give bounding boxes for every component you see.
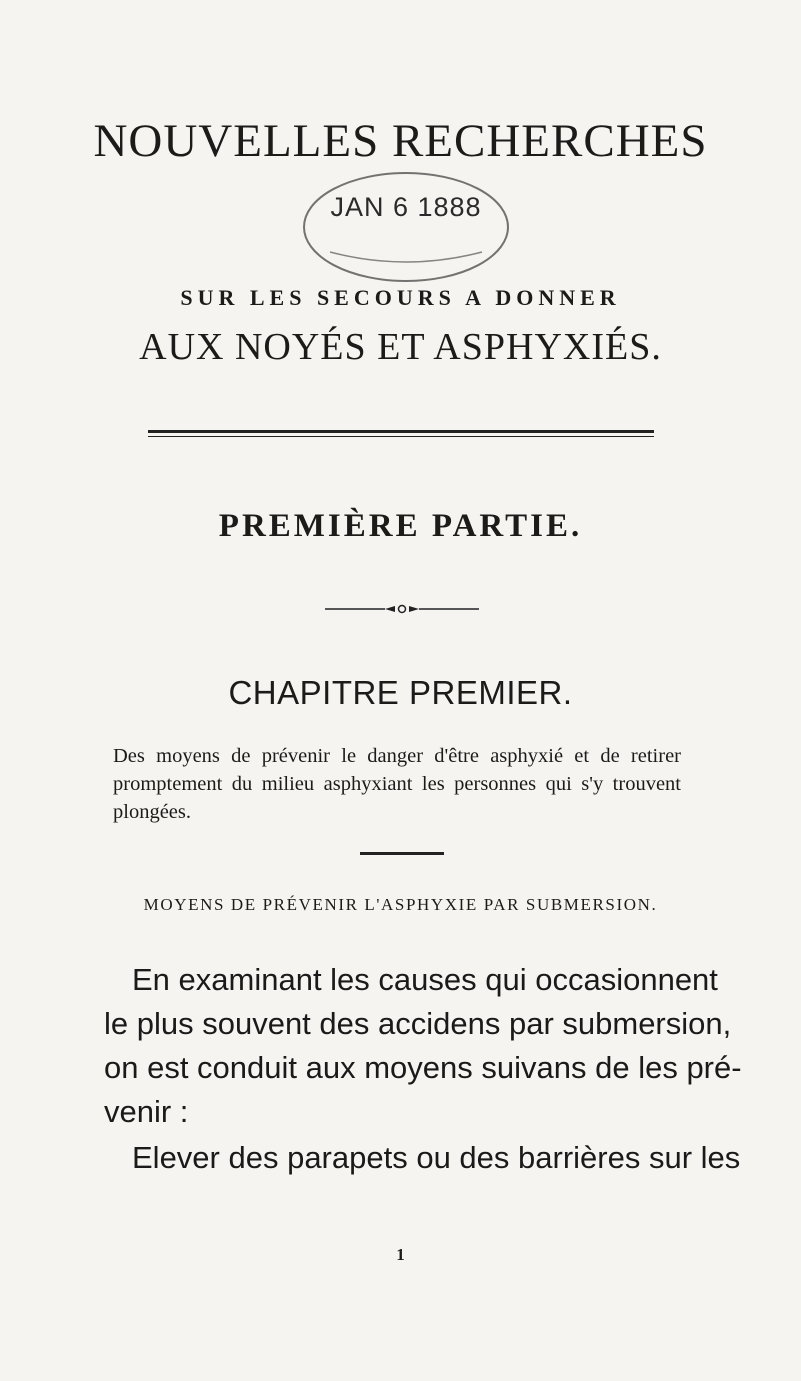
subtitle-large: AUX NOYÉS ET ASPHYXIÉS. — [139, 326, 662, 368]
double-rule-top — [148, 430, 654, 433]
double-rule-bottom — [148, 436, 654, 437]
body-line: En examinant les causes qui occasionnent — [132, 962, 718, 997]
main-title: NOUVELLES RECHERCHES — [93, 115, 708, 167]
ornament-divider-icon — [325, 603, 479, 615]
stamp-date: JAN 6 1888 — [330, 192, 482, 222]
body-line: venir : — [104, 1094, 189, 1129]
body-line: Elever des parapets ou des barrières sur les — [132, 1140, 741, 1175]
section-heading: MOYENS DE PRÉVENIR L'ASPHYXIE PAR SUBMERSION. — [143, 895, 658, 914]
body-line: on est conduit aux moyens suivans de les pré- — [104, 1050, 742, 1085]
chapter-title: CHAPITRE PREMIER. — [228, 674, 573, 711]
body-paragraph — [104, 958, 742, 1180]
body-line: le plus souvent des accidens par submersion, — [104, 1006, 732, 1041]
part-title: PREMIÈRE PARTIE. — [218, 508, 583, 544]
page-signature: 1 — [396, 1245, 405, 1264]
stamp-oval-icon — [300, 168, 512, 286]
library-stamp — [300, 168, 512, 286]
short-rule — [360, 852, 444, 855]
chapter-summary: Des moyens de prévenir le danger d'être asphyxié et de retirer promptement du milieu asphyxiant les personnes qui s'y trouvent plongées. — [113, 745, 681, 823]
subtitle-small: SUR LES SECOURS A DONNER — [180, 285, 621, 310]
